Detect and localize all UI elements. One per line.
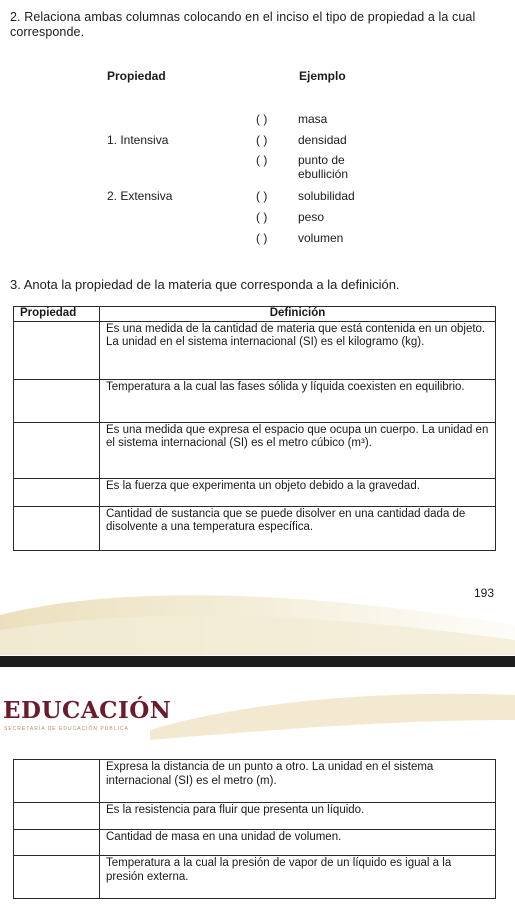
example-item[interactable] [256,210,324,224]
property-answer-cell[interactable] [14,830,100,856]
option-intensiva: 1. Intensiva [107,133,169,147]
definition-cell: Temperatura a la cual la presión de vapor de un líquido es igual a la presión externa. [100,856,496,899]
definitions-table-continued [13,759,496,899]
table-row [14,830,496,856]
example-item[interactable] [256,189,355,203]
example-label: peso [298,210,325,224]
table-row [14,478,496,506]
property-answer-cell[interactable] [14,803,100,830]
option-extensiva: 2. Extensiva [107,189,173,203]
definition-cell: Cantidad de sustancia que se puede disolver en una cantidad dada de disolvente a una temperatura específica. [100,506,496,550]
definition-cell: Es la resistencia para fluir que presenta un líquido. [100,803,496,830]
property-answer-cell[interactable] [14,760,100,803]
definition-cell: Temperatura a la cual las fases sólida y líquida coexisten en equilibrio. [100,379,496,422]
answer-blank[interactable]: ( ) [256,153,268,167]
answer-blank[interactable]: ( ) [256,189,268,203]
table-row [14,379,496,422]
example-item[interactable] [256,112,327,126]
decorative-swoosh [0,575,515,655]
brand-logo-text: EDUCACIÓN [3,697,172,724]
table-row [14,321,496,379]
table-row [14,422,496,478]
table-row [14,803,496,830]
answer-blank[interactable]: ( ) [256,112,268,126]
example-label: punto de ebullición [298,153,349,181]
table-header-propiedad: Propiedad [14,307,100,322]
definition-text: Es una medida que expresa el espacio que ocupa un cuerpo. La unidad en el sistema internacional (SI) es el metro cúbico (m³). [106,423,489,449]
property-answer-cell[interactable] [14,422,100,478]
answer-blank[interactable]: ( ) [256,231,268,245]
property-answer-cell[interactable] [14,321,100,379]
definition-cell: Es la fuerza que experimenta un objeto debido a la gravedad. [100,478,496,506]
example-item[interactable] [256,153,368,181]
table-header-row [14,307,496,322]
definition-cell: Cantidad de masa en una unidad de volumen. [100,830,496,856]
decorative-swoosh [150,690,515,750]
property-answer-cell[interactable] [14,506,100,550]
answer-blank[interactable]: ( ) [256,210,268,224]
example-label: solubilidad [298,189,355,203]
page-divider [0,656,515,667]
example-item[interactable] [256,133,347,147]
question-3-prompt: 3. Anota la propiedad de la materia que corresponda a la definición. [10,277,400,292]
definition-cell [100,422,496,478]
answer-blank[interactable]: ( ) [256,133,268,147]
table-row [14,506,496,550]
page-number: 193 [474,586,495,600]
example-label: masa [298,112,328,126]
property-answer-cell[interactable] [14,379,100,422]
property-answer-cell[interactable] [14,478,100,506]
property-answer-cell[interactable] [14,856,100,899]
example-label: volumen [298,231,344,245]
table-header-definicion: Definición [100,307,496,322]
column-header-ejemplo: Ejemplo [299,69,346,83]
table-row [14,760,496,803]
brand-subtitle: SECRETARÍA DE EDUCACIÓN PÚBLICA [4,726,129,732]
example-item[interactable] [256,231,343,245]
example-label: densidad [298,133,347,147]
table-row [14,856,496,899]
question-2-prompt: 2. Relaciona ambas columnas colocando en el inciso el tipo de propiedad a la cual corresponde. [10,10,476,39]
column-header-propiedad: Propiedad [107,69,166,83]
definitions-table [13,306,496,551]
definition-cell: Es una medida de la cantidad de materia que está contenida en un objeto. La unidad en el sistema internacional (SI) es el kilogramo (kg). [100,321,496,379]
definition-cell: Expresa la distancia de un punto a otro. La unidad en el sistema internacional (SI) es el metro (m). [100,760,496,803]
